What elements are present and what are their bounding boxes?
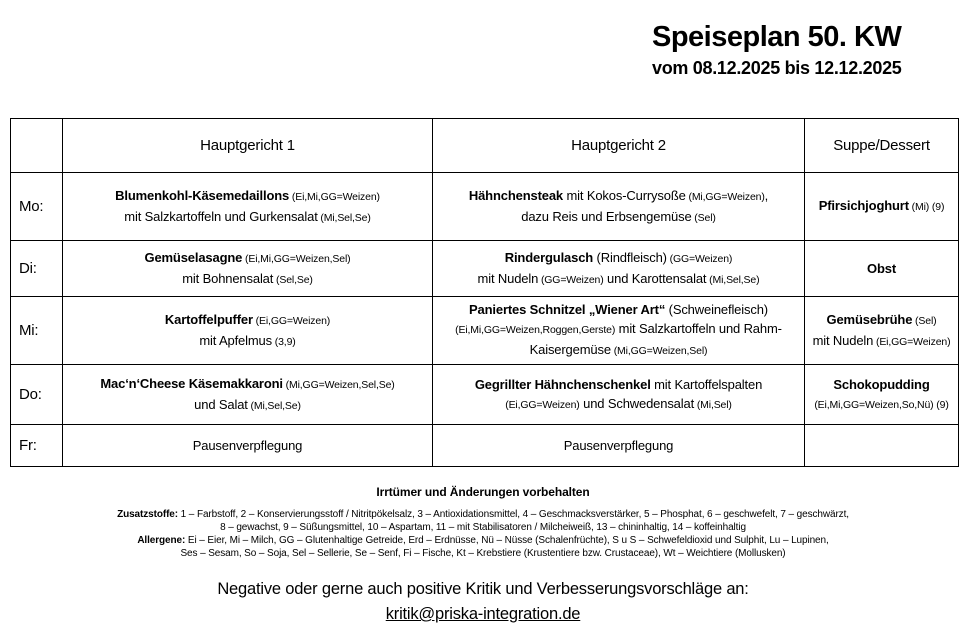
meal-text-line: Schokopudding — [833, 376, 930, 392]
meal-hauptgericht-1 — [63, 297, 433, 365]
col-header-hauptgericht-2: Hauptgericht 2 — [433, 119, 805, 173]
meal-hauptgericht-2 — [433, 297, 805, 365]
meal-text-line: mit Salzkartoffeln und Gurkensalat (Mi,Sel,Se) — [124, 208, 371, 224]
meal-text-line: (Ei,Mi,GG=Weizen,So,Nü) (9) — [814, 398, 949, 411]
additives-text-1: 1 – Farbstoff, 2 – Konservierungsstoff / Nitritpökelsalz, 3 – Antioxidationsmittel, 4 – Geschmacksverstärker, 5 – Phosphat, 6 – geschwefelt, 7 – geschwärzt, — [180, 509, 849, 520]
day-label: Mi: — [11, 297, 63, 365]
meal-suppe-dessert — [805, 297, 959, 365]
menu-table-body — [11, 173, 959, 467]
day-label: Mo: — [11, 173, 63, 241]
meal-text-line: Gemüsebrühe (Sel) — [826, 311, 937, 327]
additives-line-1 — [0, 508, 966, 521]
meal-hauptgericht-2 — [433, 365, 805, 425]
meal-hauptgericht-2 — [433, 425, 805, 467]
feedback-email-link[interactable]: kritik@priska-integration.de — [385, 605, 581, 623]
meal-text-line: Pausenverpflegung — [563, 438, 674, 453]
meal-text-line: Gegrillter Hähnchenschenkel mit Kartoffelspalten — [474, 376, 763, 392]
meal-text-line: (Ei,GG=Weizen) und Schwedensalat (Mi,Sel) — [505, 395, 732, 411]
meal-text-line: Kaisergemüse (Mi,GG=Weizen,Sel) — [529, 342, 708, 357]
meal-hauptgericht-1 — [63, 173, 433, 241]
meal-hauptgericht-2 — [433, 173, 805, 241]
page-title: Speiseplan 50. KW — [652, 21, 902, 53]
meal-text-line: Rindergulasch (Rindfleisch) (GG=Weizen) — [504, 249, 733, 265]
day-label: Di: — [11, 241, 63, 297]
meal-text-line: Gemüselasagne (Ei,Mi,GG=Weizen,Sel) — [144, 249, 351, 265]
col-header-hauptgericht-1: Hauptgericht 1 — [63, 119, 433, 173]
meal-text-line: Mac‘n‘Cheese Käsemakkaroni (Mi,GG=Weizen,Sel,Se) — [100, 375, 395, 391]
menu-row-do — [11, 365, 959, 425]
allergens-line-2: Ses – Sesam, So – Soja, Sel – Sellerie, Se – Senf, Fi – Fische, Kt – Krebstiere (Krustentiere bzw. Crustaceae), Wt – Weichtiere (Mollusken) — [180, 548, 786, 559]
menu-table — [10, 118, 959, 467]
meal-text-line: Obst — [866, 261, 896, 276]
menu-row-mi — [11, 297, 959, 365]
feedback-text: Negative oder gerne auch positive Kritik und Verbesserungsvorschläge an: — [217, 580, 749, 598]
table-header-row — [11, 119, 959, 173]
meal-text-line: mit Nudeln (Ei,GG=Weizen) — [812, 332, 951, 348]
day-label: Fr: — [11, 425, 63, 467]
meal-text-line: dazu Reis und Erbsengemüse (Sel) — [521, 208, 716, 224]
meal-suppe-dessert — [805, 365, 959, 425]
allergens-label: Allergene: — [137, 535, 186, 546]
allergens-text-1: Ei – Eier, Mi – Milch, GG – Glutenhaltige Getreide, Erd – Erdnüsse, Nü – Nüsse (Schalenfrüchte), S u S – Schwefeldioxid und Sulphit, Lu – Lupinen, — [187, 535, 829, 546]
document-header — [652, 20, 902, 79]
day-label: Do: — [11, 365, 63, 425]
meal-suppe-dessert — [805, 173, 959, 241]
meal-text-line: Kartoffelpuffer (Ei,GG=Weizen) — [164, 311, 331, 327]
disclaimer-text: Irrtümer und Änderungen vorbehalten — [376, 485, 590, 499]
additives-line-2: 8 – gewachst, 9 – Süßungsmittel, 10 – Aspartam, 11 – mit Stabilisatoren / Milcheiweiß, 13 – chininhaltig, 14 – koffeinhaltig — [220, 522, 746, 533]
meal-hauptgericht-1 — [63, 241, 433, 297]
meal-text-line: und Salat (Mi,Sel,Se) — [194, 396, 301, 412]
meal-text-line: mit Nudeln (GG=Weizen) und Karottensalat (Mi,Sel,Se) — [477, 270, 760, 286]
meal-suppe-dessert — [805, 425, 959, 467]
meal-suppe-dessert — [805, 241, 959, 297]
page-subtitle: vom 08.12.2025 bis 12.12.2025 — [652, 58, 902, 78]
allergens-line-1 — [0, 534, 966, 547]
menu-row-mo — [11, 173, 959, 241]
meal-text-line: mit Bohnensalat (Sel,Se) — [182, 270, 313, 286]
meal-text-line: Pfirsichjoghurt (Mi) (9) — [818, 198, 945, 213]
meal-hauptgericht-1 — [63, 425, 433, 467]
meal-text-line: Blumenkohl-Käsemedaillons (Ei,Mi,GG=Weizen) — [115, 187, 380, 203]
meal-text-line: mit Apfelmus (3,9) — [199, 332, 296, 348]
menu-row-di — [11, 241, 959, 297]
legend-block — [0, 508, 966, 560]
meal-text-line: Pausenverpflegung — [192, 438, 303, 453]
col-header-day — [11, 119, 63, 173]
meal-hauptgericht-1 — [63, 365, 433, 425]
col-header-suppe-dessert: Suppe/Dessert — [805, 119, 959, 173]
meal-text-line: (Ei,Mi,GG=Weizen,Roggen,Gerste) mit Salzkartoffeln und Rahm- — [455, 321, 782, 336]
meal-text-line: Paniertes Schnitzel „Wiener Art“ (Schweinefleisch) — [469, 302, 768, 317]
meal-hauptgericht-2 — [433, 241, 805, 297]
additives-label: Zusatzstoffe: — [117, 509, 178, 520]
meal-text-line: Hähnchensteak mit Kokos-Currysoße (Mi,GG=Weizen), — [468, 187, 769, 203]
feedback-email-row — [0, 605, 966, 624]
menu-row-fr — [11, 425, 959, 467]
